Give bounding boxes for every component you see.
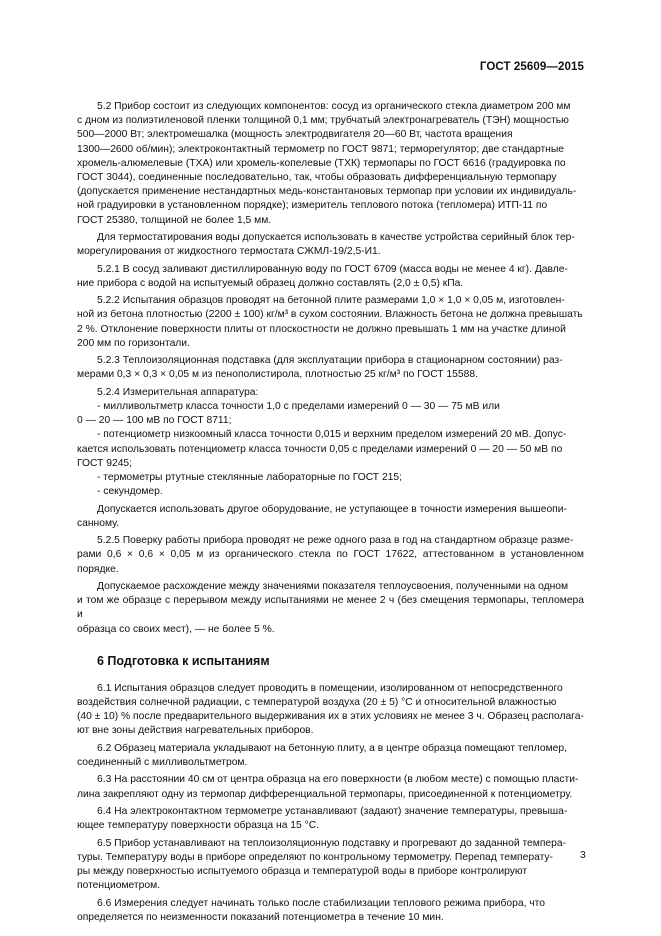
paragraph-6-5: 6.5 Прибор устанавливают на теплоизоляционную подставку и прогревают до заданной темпера- туры. Температуру воды в приборе определяют по контрольному термометру. Перепад температу- ры между поверхностью испытуемого образца и температурой воды в приборе контролируют потенциометром.	[77, 837, 567, 892]
standard-number-header: ГОСТ 25609—2015	[479, 61, 584, 73]
paragraph-thermostat: Для термостатирования воды допускается использовать в качестве устройства серийный блок тер- морегулирования от жидкостного термостата СЖМЛ-19/2,5-И1.	[77, 232, 575, 258]
paragraph-6-6: 6.6 Измерения следует начинать только после стабилизации теплового режима прибора, что определяется по неизменности показаний потенциометра в течение 10 мин.	[77, 897, 545, 923]
section-6-heading: 6 Подготовка к испытаниям	[97, 653, 270, 668]
paragraph-6-3: 6.3 На расстоянии 40 см от центра образца на его поверхности (в любом месте) с помощью пласти- лина закрепляют одну из термопар дифференциальной термопары, присоединенной к потенциометру.	[77, 774, 579, 800]
list-item-thermometers: - термометры ртутные стеклянные лабораторные по ГОСТ 215;	[97, 472, 402, 484]
paragraph-5-2-5: 5.2.5 Поверку работы прибора проводят не реже одного раза в год на стандартном образце разме- рами 0,6 × 0,6 × 0,05 м из органического стекла по ГОСТ 17622, аттестованном в установленном порядке.	[77, 535, 584, 575]
paragraph-6-4: 6.4 На электроконтактном термометре устанавливают (задают) значение температуры, превыша- ющее температуру поверхности образца на 15 °С.	[77, 806, 568, 832]
page-number: 3	[580, 850, 586, 861]
paragraph-allowed-deviation: Допускаемое расхождение между значениями показателя теплоусвоения, полученными на одном и том же образце с перерывом между испытаниями не менее 2 ч (без смещения термопары, тепломера и образца со своих мест), — не более 5 %.	[77, 581, 584, 635]
list-item-stopwatch: - секундомер.	[97, 486, 163, 498]
paragraph-6-1: 6.1 Испытания образцов следует проводить в помещении, изолированном от непосредственного воздействия солнечной радиации, с температурой воздуха (20 ± 5) °С и относительной влажностью (40 ± 10) % после предварительного выдерживания их в этих условиях не менее 3 ч. Образец располага- ют вне зоны действия нагревательных приборов.	[77, 682, 584, 737]
list-item-millivoltmeter: - милливольтметр класса точности 1,0 с пределами измерений 0 — 30 — 75 мВ или 0 — 20 — 100 мВ по ГОСТ 8711;	[77, 401, 500, 427]
paragraph-6-2: 6.2 Образец материала укладывают на бетонную плиту, а в центре образца помещают тепломер, соединенный с милливольтметром.	[77, 742, 568, 769]
paragraph-5-2-4: 5.2.4 Измерительная аппаратура:	[97, 386, 259, 398]
paragraph-5-2: 5.2 Прибор состоит из следующих компонентов: сосуд из органического стекла диаметром 200 мм с дном из полиэтиленовой пленки толщиной 0,1 мм; трубчатый электронагреватель (ТЭН) мощностью 500—2000 Вт; электромешалка (мощность электродвигателя 20—60 Вт, частота вращения 1300—2600 об/мин); электроконтактный термометр по ГОСТ 9871; терморегулятор; две стандартные хромель-алюмелевые (ТХА) или хромель-копелевые (ТХК) термопары по ГОСТ 6616 (градуировка по ГОСТ 3044), соединенные последовательно, так, чтобы образовать дифференциальную термопару (допускается применение нестандартных медь-константановых термопар при условии их индивидуаль- ной градуировки в установленном порядке); измеритель теплового потока (тепломера) ИТП-11 по ГОСТ 25380, толщиной не более 1,5 мм.	[77, 101, 577, 226]
paragraph-other-equipment: Допускается использовать другое оборудование, не уступающее в точности измерения вышеопи- санному.	[77, 503, 567, 529]
paragraph-5-2-1: 5.2.1 В сосуд заливают дистиллированную воду по ГОСТ 6709 (масса воды не менее 4 кг). Давле- ние прибора с водой на испытуемый образец должно составлять (2,0 ± 0,5) кПа.	[77, 263, 568, 289]
paragraph-5-2-3: 5.2.3 Теплоизоляционная подставка (для эксплуатации прибора в стационарном состоянии) раз- мерами 0,3 × 0,3 × 0,05 м из пенополистирола, плотностью 25 кг/м³ по ГОСТ 15588.	[77, 355, 563, 381]
list-item-potentiometer: - потенциометр низкоомный класса точности 0,015 и верхним пределом измерений 20 мВ. Допус- кается использовать потенциометр класса точности 0,05 с пределами измерений 0 — 20 — 50 мВ по ГОСТ 9245;	[77, 429, 567, 469]
page-body	[77, 100, 584, 928]
paragraph-5-2-2: 5.2.2 Испытания образцов проводят на бетонной плите размерами 1,0 × 1,0 × 0,05 м, изготовлен- ной из бетона плотностью (2200 ± 100) кг/м³ в сухом состоянии. Влажность бетона не должна превышать 2 %. Отклонение поверхности плиты от плоскостности не должно превышать 1 мм на участке длиной 200 мм по горизонтали.	[77, 295, 583, 349]
